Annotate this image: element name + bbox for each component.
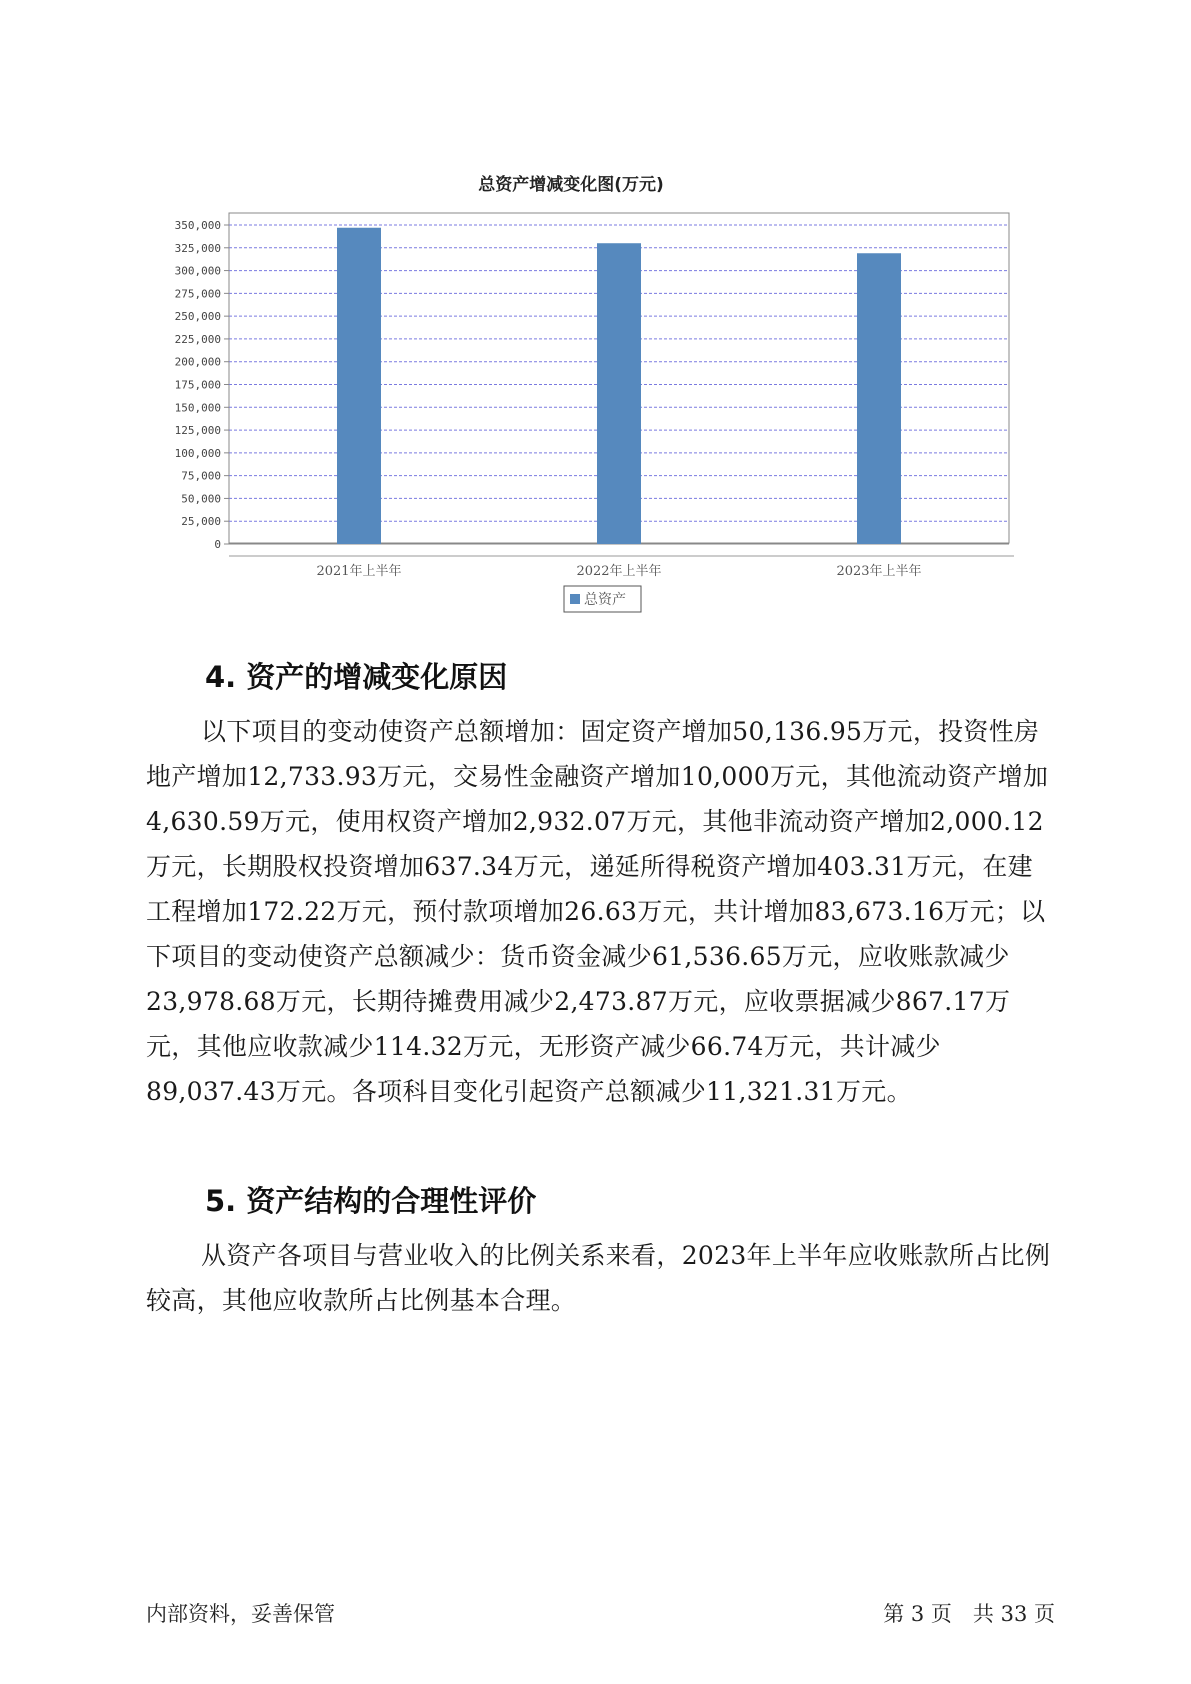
legend-label: 总资产: [584, 592, 626, 608]
y-tick-label: 250,000: [174, 310, 221, 324]
y-tick-label: 300,000: [174, 264, 221, 278]
chart-title: 总资产增减变化图(万元): [478, 175, 664, 195]
y-tick-label: 25,000: [181, 515, 221, 529]
y-tick-label: 50,000: [181, 492, 221, 506]
y-tick-label: 275,000: [174, 287, 221, 301]
legend: [564, 586, 641, 612]
y-tick-label: 150,000: [174, 401, 221, 415]
y-tick-label: 125,000: [174, 424, 221, 438]
y-tick-label: 75,000: [181, 469, 221, 483]
y-tick-label: 100,000: [174, 446, 221, 460]
y-tick-label: 325,000: [174, 241, 221, 255]
footer-page-number: 第 3 页 共 33 页: [883, 1602, 1055, 1626]
y-tick-label: 175,000: [174, 378, 221, 392]
legend-swatch: [570, 594, 580, 604]
y-axis-ticks: [175, 219, 229, 551]
section-5-heading: 5. 资产结构的合理性评价: [205, 1184, 537, 1218]
bar-1: [337, 228, 381, 544]
section-4-paragraph: 以下项目的变动使资产总额增加：固定资产增加50,136.95万元，投资性房地产增加12,733.93万元，交易性金融资产增加10,000万元，其他流动资产增加4,630.59万元，使用权资产增加2,932.07万元，其他非流动资产增加2,000.12万元，长期股权投资增加637.34万元，递延所得税资产增加403.31万元，在建工程增加172.22万元，预付款项增加26.63万元，共计增加83,673.16万元；以下项目的变动使资产总额减少：货币资金减少61,536.65万元，应收账款减少23,978.68万元，长期待摊费用减少2,473.87万元，应收票据减少867.17万元，其他应收款减少114.32万元，无形资产减少66.74万元，共计减少89,037.43万元。各项科目变化引起资产总额减少11,321.31万元。: [146, 717, 1049, 1106]
x-tick-label: 2022年上半年: [576, 564, 662, 579]
section-4-heading: 4. 资产的增减变化原因: [205, 660, 508, 694]
y-tick-label: 350,000: [174, 219, 221, 232]
section-5-paragraph: 从资产各项目与营业收入的比例关系来看，2023年上半年应收账款所占比例较高，其他应收款所占比例基本合理。: [146, 1241, 1051, 1315]
asset-change-chart: [0, 0, 1191, 640]
footer-left: 内部资料，妥善保管: [146, 1602, 335, 1626]
x-tick-label: 2023年上半年: [836, 564, 922, 579]
bar-2: [597, 243, 641, 544]
y-tick-label: 200,000: [174, 355, 221, 369]
x-tick-label: 2021年上半年: [316, 564, 402, 579]
bar-3: [857, 253, 901, 544]
y-tick-label: 0: [214, 538, 221, 551]
y-tick-label: 225,000: [174, 332, 221, 346]
chart-canvas: [0, 0, 1191, 640]
x-axis-ticks: [316, 563, 921, 579]
